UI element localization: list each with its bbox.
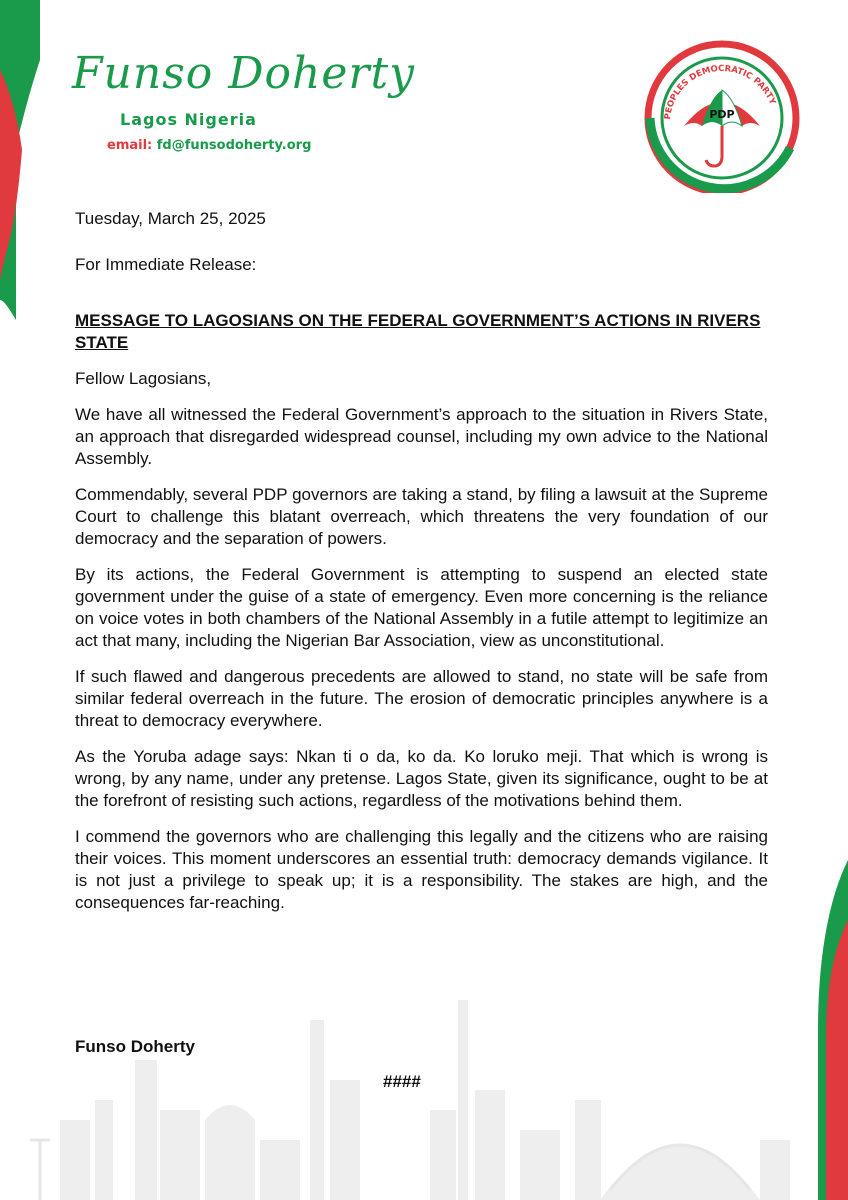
pdp-arc-text: PEOPLES DEMOCRATIC PARTY <box>663 63 778 121</box>
paragraph: By its actions, the Federal Government is attempting to suspend an elected state government under the guise of a state of emergency. Even more concerning is the reliance on voice votes in both chambers of the National Assembly in a futile attempt to legitimize an act that many, including the Nigerian Bar Association, view as unconstitutional. <box>75 565 768 650</box>
lagos-skyline-watermark <box>0 990 848 1200</box>
email-label: email: <box>107 138 153 153</box>
letter-date: Tuesday, March 25, 2025 <box>75 209 266 228</box>
release-line: For Immediate Release: <box>75 255 257 274</box>
paragraph: Commendably, several PDP governors are taking a stand, by filing a lawsuit at the Supreme Court to challenge this blatant overreach, which threatens the very foundation of our democracy and the separation of powers. <box>75 485 768 548</box>
brand-email <box>107 138 311 153</box>
paragraph: We have all witnessed the Federal Government’s approach to the situation in Rivers State, an approach that disregarded widespread counsel, including my own advice to the National Assembly. <box>75 405 768 468</box>
end-mark: #### <box>383 1072 421 1091</box>
paragraph: I commend the governors who are challenging this legally and the citizens who are raising their voices. This moment underscores an essential truth: democracy demands vigilance. It is not just a privilege to speak up; it is a responsibility. The stakes are high, and the consequences far-reaching. <box>75 827 768 912</box>
paragraph: As the Yoruba adage says: Nkan ti o da, ko da. Ko loruko meji. That which is wrong is wrong, by any name, under any pretense. Lagos State, given its significance, ought to be at the forefront of resisting such actions, regardless of the motivations behind them. <box>75 747 768 810</box>
email-address: fd@funsodoherty.org <box>156 138 312 153</box>
letter-headline: MESSAGE TO LAGOSIANS ON THE FEDERAL GOVERNMENT’S ACTIONS IN RIVERS STATE <box>75 311 761 352</box>
pdp-abbr: PDP <box>709 108 735 121</box>
brand-name-logo: Funso Doherty <box>72 48 415 99</box>
signature: Funso Doherty <box>75 1037 195 1056</box>
paragraph: If such flawed and dangerous precedents are allowed to stand, no state will be safe from similar federal overreach in the future. The erosion of democratic principles anywhere is a threat to democracy everywhere. <box>75 667 768 730</box>
salutation: Fellow Lagosians, <box>75 369 212 388</box>
brand-city: Lagos Nigeria <box>120 110 257 129</box>
pdp-party-logo <box>640 28 800 193</box>
letter-body <box>75 208 768 928</box>
